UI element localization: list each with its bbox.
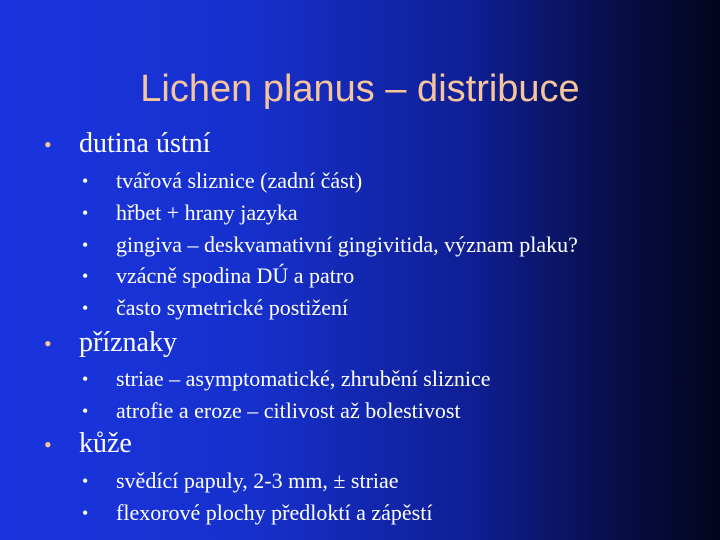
list-item-text: flexorové plochy předloktí a zápěstí (116, 500, 433, 525)
bullet-icon: • (82, 369, 89, 389)
section-heading-text: kůže (79, 428, 132, 459)
list-item-text: vzácně spodina DÚ a patro (116, 263, 355, 288)
bullet-icon: • (44, 331, 52, 356)
list-item-text: často symetrické postižení (116, 295, 349, 320)
bullet-icon: • (82, 471, 89, 491)
section-heading-text: dutina ústní (79, 128, 211, 159)
list-item-text: atrofie a eroze – citlivost až bolestivost (116, 398, 461, 423)
bullet-icon: • (82, 171, 89, 191)
list-item-text: hřbet + hrany jazyka (116, 200, 298, 225)
bullet-icon: • (82, 401, 89, 421)
slide-title: Lichen planus – distribuce (140, 68, 580, 110)
bullet-icon: • (82, 298, 89, 318)
bullet-icon: • (44, 432, 52, 457)
list-item-text: svědící papuly, 2-3 mm, ± striae (116, 468, 399, 493)
bullet-icon: • (82, 503, 89, 523)
list-item-text: gingiva – deskvamativní gingivitida, význam plaku? (116, 232, 578, 257)
bullet-icon: • (44, 132, 52, 157)
bullet-icon: • (82, 203, 89, 223)
bullet-icon: • (82, 266, 89, 286)
section-heading-text: příznaky (79, 327, 177, 358)
bullet-icon: • (82, 235, 89, 255)
list-item-text: tvářová sliznice (zadní část) (116, 168, 363, 193)
list-item-text: striae – asymptomatické, zhrubění sliznice (116, 366, 491, 391)
